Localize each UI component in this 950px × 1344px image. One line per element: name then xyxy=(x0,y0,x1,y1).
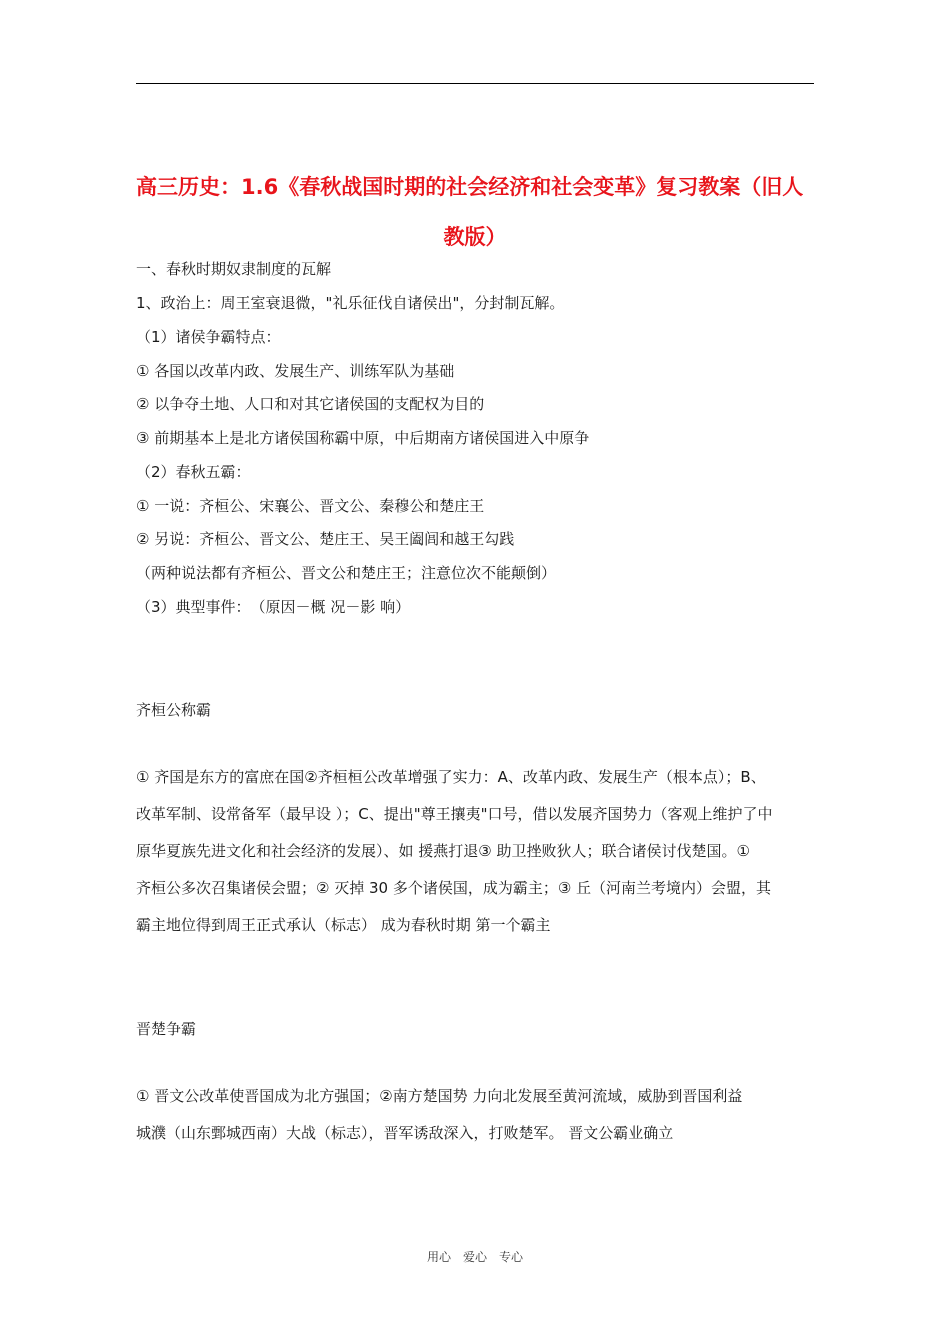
qi-heading: 齐桓公称霸 xyxy=(136,701,212,719)
document-title-line-1: 高三历史：1.6《春秋战国时期的社会经济和社会变革》复习教案（旧人 xyxy=(136,175,804,199)
hegemons-version-2: ② 另说：齐桓公、晋文公、楚庄王、吴王阖闾和越王勾践 xyxy=(136,530,515,548)
feature-item-2: ② 以争夺土地、人口和对其它诸侯国的支配权为目的 xyxy=(136,395,485,413)
header-rule xyxy=(136,83,814,84)
jin-chu-paragraph-line: ① 晋文公改革使晋国成为北方强国；②南方楚国势 力向北发展至黄河流域，威胁到晋国利益 xyxy=(136,1087,743,1105)
subheading-features: （1）诸侯争霸特点： xyxy=(136,328,281,346)
feature-item-3: ③ 前期基本上是北方诸侯国称霸中原，中后期南方诸侯国进入中原争 xyxy=(136,429,590,447)
section-heading: 一、春秋时期奴隶制度的瓦解 xyxy=(136,260,332,278)
qi-paragraph-line: 改革军制、设常备军（最早设 ）；C、提出"尊王攘夷"口号，借以发展齐国势力（客观上维护了中 xyxy=(136,805,773,823)
jin-chu-heading: 晋楚争霸 xyxy=(136,1020,197,1038)
politics-line: 1、政治上：周王室衰退微，"礼乐征伐自诸侯出"，分封制瓦解。 xyxy=(136,294,565,312)
qi-paragraph xyxy=(136,767,816,952)
jin-chu-paragraph xyxy=(136,1086,816,1160)
subheading-typical-events: （3）典型事件： （原因－概 况－影 响） xyxy=(136,598,411,616)
qi-paragraph-line: 霸主地位得到周王正式承认（标志） 成为春秋时期 第一个霸主 xyxy=(136,916,551,934)
qi-paragraph-line: 原华夏族先进文化和社会经济的发展）、如 援燕打退③ 助卫挫败狄人；联合诸侯讨伐楚国。① xyxy=(136,842,750,860)
jin-chu-paragraph-line: 城濮（山东鄄城西南）大战（标志），晋军诱敌深入，打败楚军。 晋文公霸业确立 xyxy=(136,1124,674,1142)
page-footer: 用心 爱心 专心 xyxy=(426,1250,523,1264)
hegemons-note: （两种说法都有齐桓公、晋文公和楚庄王；注意位次不能颠倒） xyxy=(136,564,557,582)
qi-paragraph-line: ① 齐国是东方的富庶在国②齐桓桓公改革增强了实力：A、改革内政、发展生产（根本点）；B、 xyxy=(136,768,766,786)
subheading-five-hegemons: （2）春秋五霸： xyxy=(136,463,251,481)
document-title-line-2: 教版） xyxy=(443,225,507,249)
feature-item-1: ① 各国以改革内政、发展生产、训练军队为基础 xyxy=(136,362,455,380)
hegemons-version-1: ① 一说：齐桓公、宋襄公、晋文公、秦穆公和楚庄王 xyxy=(136,497,485,515)
qi-paragraph-line: 齐桓公多次召集诸侯会盟；② 灭掉 30 多个诸侯国，成为霸主；③ 丘（河南兰考境内）会盟，其 xyxy=(136,879,772,897)
